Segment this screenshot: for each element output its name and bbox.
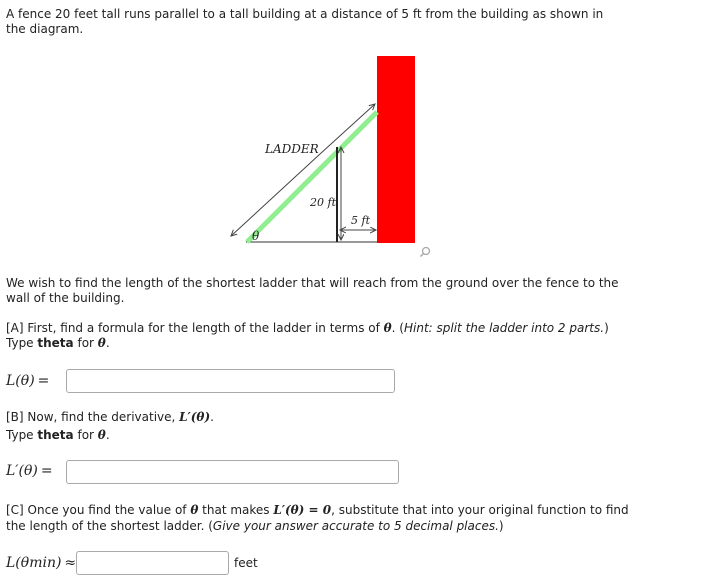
part-c-accuracy-note: the length of the shortest ladder. (Give your answer accurate to 5 decimal places.) [6, 519, 504, 533]
part-c-math-label: L(θmin) ≈ [6, 555, 77, 571]
angle-label: θ [252, 229, 260, 243]
l-theta-input[interactable] [66, 369, 395, 393]
part-a-type-hint: Type theta for θ. [6, 336, 110, 350]
ladder-arrow [320, 104, 375, 154]
part-a-math-label: L(θ) = [6, 373, 50, 389]
part-a-instruction: [A] First, find a formula for the length of the ladder in terms of θ. (Hint: split the ladder into 2 parts.) [6, 321, 609, 335]
ladder-arrow [231, 154, 320, 236]
magnifier-icon[interactable] [421, 248, 430, 257]
part-c-instruction: [C] Once you find the value of θ that makes L′(θ) = 0, substitute that into your original function to find [6, 503, 629, 517]
l-theta-min-input[interactable] [76, 551, 229, 575]
unit-label: feet [234, 556, 258, 570]
gap-width-label: 5 ft [351, 214, 370, 227]
part-b-instruction: [B] Now, find the derivative, L′(θ). [6, 410, 214, 424]
fence-height-label: 20 ft [310, 196, 336, 209]
l-prime-theta-input[interactable] [66, 460, 399, 484]
intro-text: A fence 20 feet tall runs parallel to a tall building at a distance of 5 ft from the building as shown in the diagram. [6, 7, 604, 36]
ladder-label: LADDER [265, 142, 319, 156]
fence-ladder-diagram [0, 0, 728, 260]
problem-text: We wish to find the length of the shortest ladder that will reach from the ground over the fence to the wall of the building. [6, 276, 619, 305]
building-wall [377, 56, 415, 243]
part-b-type-hint: Type theta for θ. [6, 428, 110, 442]
part-b-math-label: L′(θ) = [6, 463, 53, 479]
